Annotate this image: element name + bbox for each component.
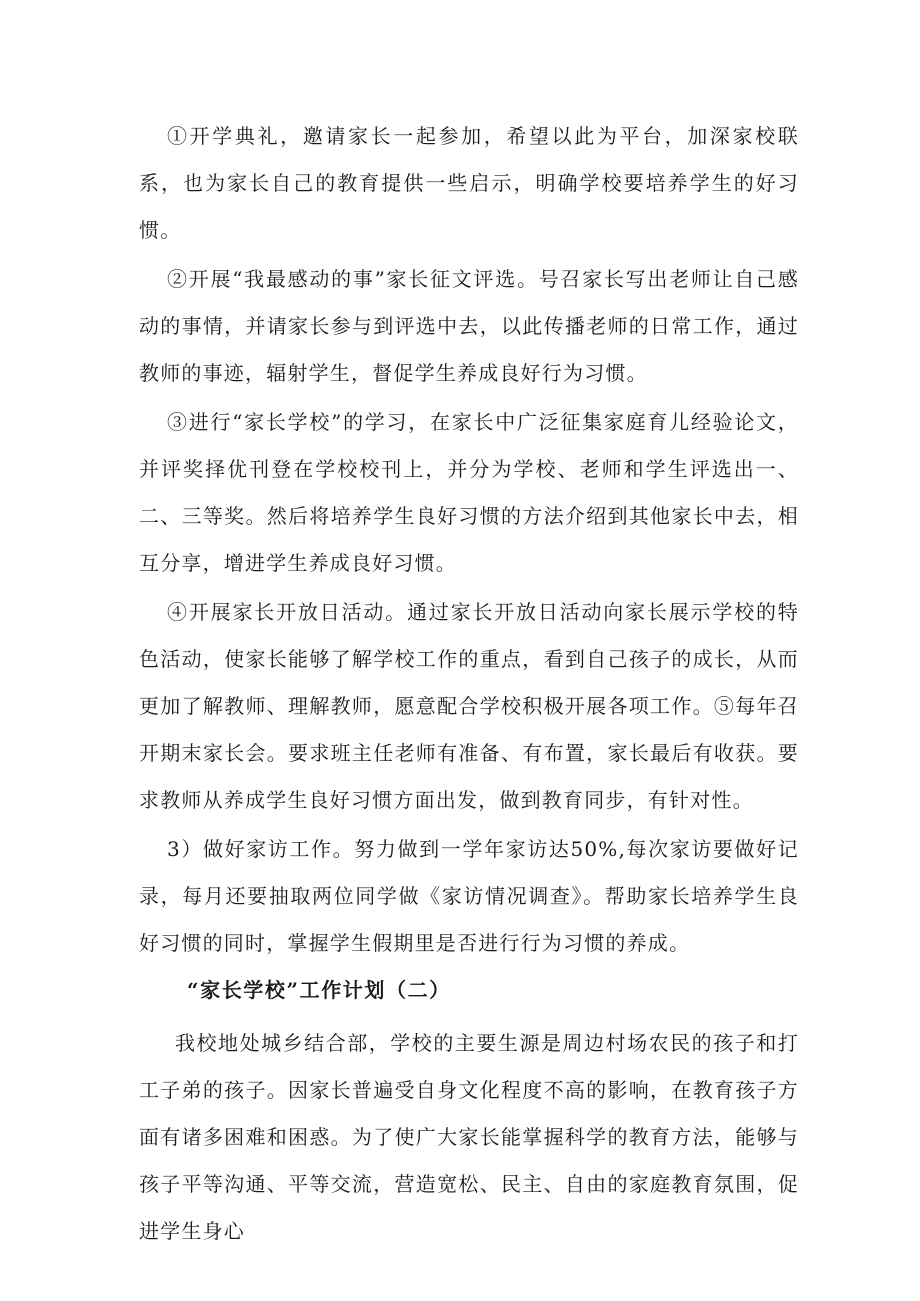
paragraph-opening-ceremony: ①开学典礼，邀请家长一起参加，希望以此为平台，加深家校联系，也为家长自己的教育提供一些启示，明确学校要培养学生的好习惯。: [139, 124, 799, 242]
paragraph-parent-school-study: ③进行“家长学校”的学习，在家长中广泛征集家庭育儿经验论文，并评奖择优刊登在学校校刊上，并分为学校、老师和学生评选出一、二、三等奖。然后将培养学生良好习惯的方法介绍到其他家长中去，相互分享，增进学生养成良好习惯。: [139, 410, 799, 575]
paragraph-school-intro: 我校地处城乡结合部，学校的主要生源是周边村场农民的孩子和打工子弟的孩子。因家长普遍受自身文化程度不高的影响，在教育孩子方面有诸多困难和困惑。为了使广大家长能掌握科学的教育方法，能够与孩子平等沟通、平等交流，营造宽松、民主、自由的家庭教育氛围，促进学生身心: [139, 1031, 799, 1243]
paragraph-home-visits: 3）做好家访工作。努力做到一学年家访达50%,每次家访要做好记录，每月还要抽取两位同学做《家访情况调查》。帮助家长培养学生良好习惯的同时，掌握学生假期里是否进行行为习惯的养成。: [139, 837, 799, 955]
document-body: [139, 113, 799, 1255]
paragraph-essay-contest: ②开展“我最感动的事”家长征文评选。号召家长写出老师让自己感动的事情，并请家长参与到评选中去，以此传播老师的日常工作，通过教师的事迹，辐射学生，督促学生养成良好行为习惯。: [139, 267, 799, 385]
paragraph-open-day: ④开展家长开放日活动。通过家长开放日活动向家长展示学校的特色活动，使家长能够了解学校工作的重点，看到自己孩子的成长，从而更加了解教师、理解教师，愿意配合学校积极开展各项工作。⑤每年召开期末家长会。要求班主任老师有准备、有布置，家长最后有收获。要求教师从养成学生良好习惯方面出发，做到教育同步，有针对性。: [139, 600, 799, 812]
section-heading: “家长学校”工作计划（二）: [187, 978, 451, 1002]
